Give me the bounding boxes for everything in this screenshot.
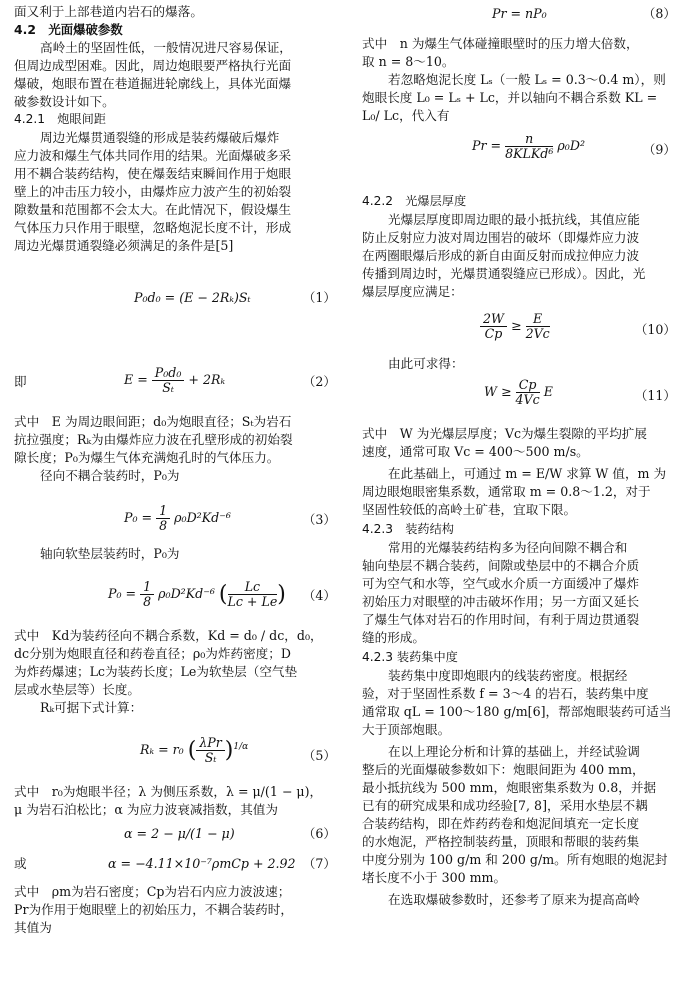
text-line: dc分别为炮眼直径和药卷直径；ρ₀为炸药密度；D bbox=[14, 646, 291, 661]
text-line: 传播到周边时，光爆贯通裂缝应已形成）。因此，光 bbox=[362, 266, 646, 281]
text-line: 式中 W 为光爆层厚度；Vc为爆生裂隙的平均扩展 bbox=[362, 426, 647, 441]
text-line: 若忽略炮泥长度 Lₛ（一般 Lₛ = 0.3～0.4 m），则 bbox=[388, 72, 666, 87]
equation-7: 或 α = −4.11×10⁻⁷ρmCp + 2.92 （7） bbox=[14, 856, 336, 871]
subsection-heading-4-2-3-b: 4.2.3 装药集中度 bbox=[362, 650, 458, 664]
equation-number: （5） bbox=[302, 748, 336, 763]
equation-number: （1） bbox=[302, 290, 336, 305]
equation-6: α = 2 − μ/(1 − μ) （6） bbox=[124, 826, 336, 841]
equation-number: （7） bbox=[302, 856, 336, 871]
equation-number: （2） bbox=[302, 374, 336, 389]
text-line: 坚固性较低的高岭土矿巷，宜取下限。 bbox=[362, 502, 577, 517]
text-line: 轴向垫层不耦合装药，间隙或垫层中的不耦合介质 bbox=[362, 558, 640, 573]
text-line: 应力波和爆生气体共同作用的结果。光面爆破多采 bbox=[14, 148, 292, 163]
text-line: 已有的研究成果和成功经验[7, 8]，采用水垫层不耦 bbox=[362, 798, 648, 813]
text-line: 式中 ρm为岩石密度；Cp为岩石内应力波波速； bbox=[14, 884, 291, 899]
text-line: 隙数量和范围都不会太大。在此情况下，假设爆生 bbox=[14, 202, 292, 217]
text-line: 通常取 qL = 100～180 g/m[6]，帮部炮眼装药可适当 bbox=[362, 704, 672, 719]
equation-number: （9） bbox=[642, 142, 676, 157]
text-line: 堵长度不小于 300 mm。 bbox=[362, 870, 507, 885]
text-line: 周边光爆贯通裂缝的形成是装药爆破后爆炸 bbox=[40, 130, 280, 145]
text-line: 式中 Kd为装药径向不耦合系数，Kd = d₀ / dc，d₀， bbox=[14, 628, 323, 643]
equation-3: P₀ = $\frac{1}{8}$ ρ₀D²Kd⁻⁶ （3） bbox=[124, 503, 336, 533]
equation-9: Pr = $\frac{n}{\text{8KLKd⁶}}$ ρ₀D² （9） bbox=[472, 131, 676, 161]
text-line: 在以上理论分析和计算的基础上，并经试验调 bbox=[388, 744, 640, 759]
text-line: 壁上的冲击压力较小，由爆炸应力波产生的初始裂 bbox=[14, 184, 292, 199]
text-line: 在此基础上，可通过 m = E/W 求算 W 值，m 为 bbox=[388, 466, 667, 481]
text-line: 周边光爆贯通裂缝必须满足的条件是[5] bbox=[14, 238, 234, 253]
subsection-heading-4-2-1: 4.2.1 炮眼间距 bbox=[14, 112, 106, 126]
text-line: 取 n = 8～10。 bbox=[362, 54, 455, 69]
text-line: 爆层厚度应满足： bbox=[362, 284, 463, 299]
subsection-heading-4-2-2: 4.2.2 光爆层厚度 bbox=[362, 194, 467, 208]
text-line: 式中 n 为爆生气体碰撞眼壁时的压力增大倍数， bbox=[362, 36, 639, 51]
text-line: Pr为作用于炮眼壁上的初始压力，不耦合装药时， bbox=[14, 902, 293, 917]
subsection-heading-4-2-3: 4.2.3 装药结构 bbox=[362, 522, 454, 536]
equation-10: $\frac{2W}{Cp}$ ≥ $\frac{E}{2Vc}$ （10） bbox=[362, 312, 680, 348]
equation-2: 即 E = $\frac{\text{P₀d₀}}{\text{Sₜ}}$ + 2Rₖ （2） bbox=[14, 365, 336, 395]
equation-number: （3） bbox=[302, 512, 336, 527]
text-line: μ 为岩石泊松比；α 为应力波衰减指数，其值为 bbox=[14, 802, 278, 817]
equation-8: Pr = nP₀ （8） bbox=[492, 6, 676, 21]
text-line: Rₖ可据下式计算： bbox=[40, 700, 143, 715]
equation-1 bbox=[14, 290, 340, 306]
text-line: 验，对于坚固性系数 f = 3～4 的岩石，装药集中度 bbox=[362, 686, 649, 701]
text-line: 可为空气和水等，空气或水介质一方面缓冲了爆炸 bbox=[362, 576, 640, 591]
text-line: 缝的形成。 bbox=[362, 630, 425, 645]
text-line: 了爆生气体对岩石的作用时间，有利于周边贯通裂 bbox=[362, 612, 640, 627]
text-line: 在两圈眼爆后形成的新自由面反射而成拉伸应力波 bbox=[362, 248, 640, 263]
text-line: 大于顶部炮眼。 bbox=[362, 722, 451, 737]
equation-number: （11） bbox=[634, 388, 676, 403]
text-line: 破参数设计如下。 bbox=[14, 94, 115, 109]
text-line: 防止反射应力波对周边围岩的破坏（即爆炸应力波 bbox=[362, 230, 640, 245]
equation-number: （4） bbox=[302, 588, 336, 603]
equation-number: （8） bbox=[642, 6, 676, 21]
text-line: 式中 r₀为炮眼半径；λ 为侧压系数，λ = μ/(1 − μ)， bbox=[14, 784, 323, 799]
text-line: 合装药结构，即在炸药药卷和炮泥间填充一定长度 bbox=[362, 816, 640, 831]
text-line: 的水炮泥，严格控制装药量，顶眼和帮眼的装药集 bbox=[362, 834, 640, 849]
text-line: 为炸药爆速；Lc为装药长度；Le为软垫层（空气垫 bbox=[14, 664, 298, 679]
text-line: 爆破，炮眼布置在巷道掘进轮廓线上，具体光面爆 bbox=[14, 76, 292, 91]
ji-label: 即 bbox=[14, 374, 27, 389]
text-line: 光爆层厚度即周边眼的最小抵抗线，其值应能 bbox=[388, 212, 640, 227]
huo-label: 或 bbox=[14, 856, 27, 871]
section-heading-4-2: 4.2 光面爆破参数 bbox=[14, 22, 123, 37]
text-line: 但周边成型困难。因此，周边炮眼要严格执行光面 bbox=[14, 58, 292, 73]
text-line: 用不耦合装药结构，使在爆轰结束瞬间作用于炮眼 bbox=[14, 166, 292, 181]
equation-number: （6） bbox=[302, 826, 336, 841]
equation-11: W ≥ $\frac{Cp}{4Vc}$ E （11） bbox=[484, 377, 676, 407]
text-line: 速度，通常可取 Vc = 400～500 m/s。 bbox=[362, 444, 589, 459]
text-line: 常用的光爆装药结构多为径向间隙不耦合和 bbox=[388, 540, 628, 555]
equation-number: （10） bbox=[634, 322, 676, 337]
text-line: 整后的光面爆破参数如下：炮眼间距为 400 mm， bbox=[362, 762, 645, 777]
text-line: 其值为 bbox=[14, 920, 52, 935]
text-line: 面又利于上部巷道内岩石的爆落。 bbox=[14, 4, 203, 19]
equation-4: P₀ = $\frac{1}{8}$ ρ₀D²Kd⁻⁶ ( $\frac{Lc}{Lc + Le}$ ) （4） bbox=[108, 579, 336, 609]
text-line: 层或水垫层等）长度。 bbox=[14, 682, 140, 697]
text-line: 轴向软垫层装药时，P₀为 bbox=[40, 546, 180, 561]
equation-body: P₀d₀ = (E − 2Rₖ)Sₜ bbox=[134, 290, 251, 305]
text-line: L₀/ Lc，代入有 bbox=[362, 108, 450, 123]
text-line: 式中 E 为周边眼间距；d₀为炮眼直径；Sₜ为岩石 bbox=[14, 414, 292, 429]
text-line: 初始压力对眼壁的冲击破坏作用；另一方面又延长 bbox=[362, 594, 640, 609]
text-line: 高岭土的坚固性低，一般情况进尺容易保证， bbox=[40, 40, 292, 55]
text-line: 在选取爆破参数时，还参考了原来为提高高岭 bbox=[388, 892, 640, 907]
text-line: 由此可求得： bbox=[388, 356, 464, 371]
text-line: 气体压力只作用于眼壁，忽略炮泥长度不计，形成 bbox=[14, 220, 292, 235]
text-line: 最小抵抗线为 500 mm，炮眼密集系数为 0.8，并据 bbox=[362, 780, 657, 795]
text-line: 隙长度；P₀为爆生气体充满炮孔时的气体压力。 bbox=[14, 450, 280, 465]
text-line: 炮眼长度 L₀ = Lₛ + Lc，并以轴向不耦合系数 KL = bbox=[362, 90, 658, 105]
equation-5: Rₖ = r₀ ( $\frac{\text{λPr}}{\text{Sₜ}}$ )$^{1/\alpha}$ （5） bbox=[140, 735, 336, 765]
text-line: 装药集中度即炮眼内的线装药密度。根据经 bbox=[388, 668, 628, 683]
text-line: 抗拉强度；Rₖ为由爆炸应力波在孔壁形成的初始裂 bbox=[14, 432, 293, 447]
text-line: 中度分别为 100 g/m 和 200 g/m。所有炮眼的炮泥封 bbox=[362, 852, 668, 867]
text-line: 周边眼炮眼密集系数，通常取 m = 0.8～1.2，对于 bbox=[362, 484, 651, 499]
text-line: 径向不耦合装药时，P₀为 bbox=[40, 468, 180, 483]
